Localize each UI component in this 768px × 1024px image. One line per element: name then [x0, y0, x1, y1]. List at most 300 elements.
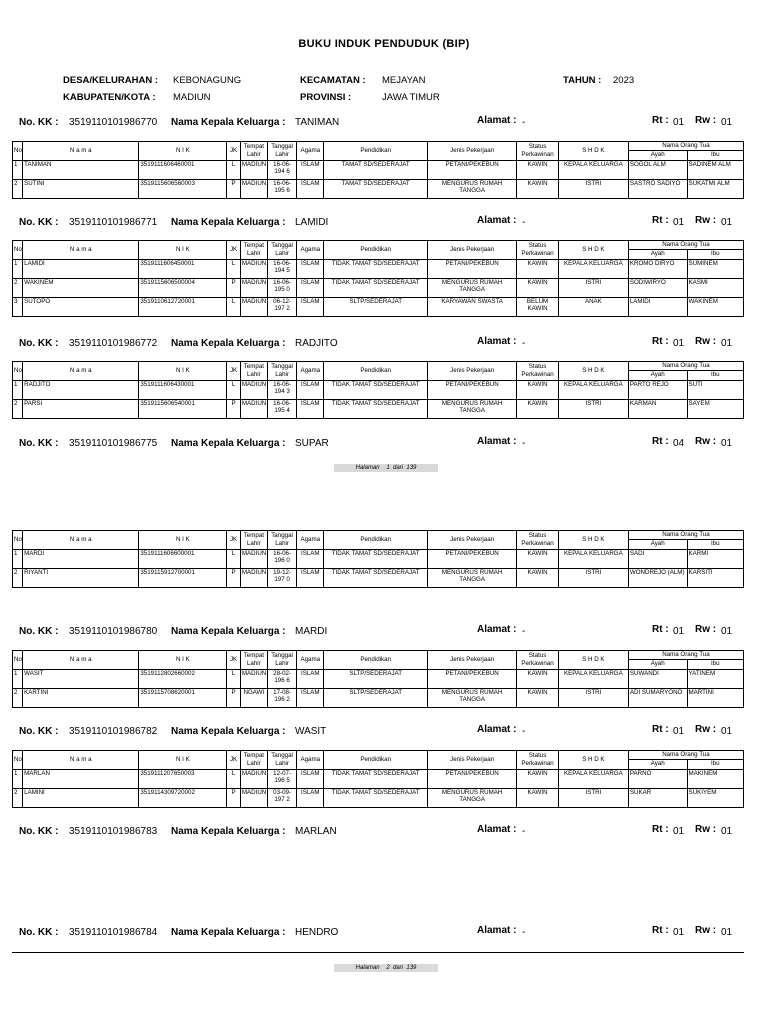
table-cell: 3	[13, 297, 23, 316]
table-cell: KARMAN	[628, 399, 687, 418]
table-cell: TAMAT SD/SEDERAJAT	[324, 160, 428, 179]
family-member-table	[12, 141, 744, 199]
col-shdk: S H D K	[558, 362, 628, 381]
table-row	[13, 297, 744, 316]
alamat-value: -	[522, 726, 526, 737]
col-nama: N a m a	[23, 651, 139, 670]
table-cell: P	[227, 688, 241, 707]
table-cell: 28-02-196 6	[267, 669, 296, 688]
col-agama: Agama	[297, 651, 324, 670]
prov-row	[300, 92, 440, 103]
table-row	[13, 669, 744, 688]
rw-value: 01	[721, 726, 733, 737]
page-number: 1	[386, 465, 390, 471]
kk-header	[19, 726, 739, 740]
kk-header	[19, 927, 739, 941]
page-label: Halaman	[355, 465, 380, 471]
rt-value: 01	[673, 117, 685, 128]
rt-label: Rt :	[652, 336, 669, 347]
col-shdk: S H D K	[558, 241, 628, 260]
table-cell: PETANI/PEKEBUN	[428, 380, 517, 399]
table-cell: 16-06-194 6	[267, 160, 296, 179]
col-tanggal-lahir: Tanggal Lahir	[267, 362, 296, 381]
table-cell: P	[227, 568, 241, 587]
col-ayah: Ayah	[628, 539, 687, 549]
col-nama: N a m a	[23, 241, 139, 260]
page-indicator-1	[334, 464, 438, 472]
family-member-table	[12, 750, 744, 808]
table-cell: NGAWI	[240, 688, 267, 707]
page-divider	[12, 952, 744, 953]
col-nik: N I K	[139, 362, 227, 381]
col-ayah: Ayah	[628, 249, 687, 259]
col-shdk: S H D K	[558, 142, 628, 161]
col-ayah: Ayah	[628, 150, 687, 160]
col-agama: Agama	[297, 531, 324, 550]
rw-label: Rw :	[695, 624, 717, 635]
table-cell: SODIWIRYO	[628, 278, 687, 297]
col-pendidikan: Pendidikan	[324, 651, 428, 670]
table-cell: 16-06-195 4	[267, 399, 296, 418]
table-cell: KEPALA KELUARGA	[558, 669, 628, 688]
rt-value: 01	[673, 927, 685, 938]
table-cell: L	[227, 669, 241, 688]
table-cell: TIDAK TAMAT SD/SEDERAJAT	[324, 788, 428, 807]
table-cell: KAWIN	[517, 688, 559, 707]
col-nik: N I K	[139, 751, 227, 770]
table-cell: MENGURUS RUMAH TANGGA	[428, 179, 517, 198]
tahun-row	[563, 75, 635, 86]
col-ibu: Ibu	[687, 659, 743, 669]
table-cell: ISLAM	[297, 568, 324, 587]
table-cell: 19-12-197 0	[267, 568, 296, 587]
col-tanggal-lahir: Tanggal Lahir	[267, 531, 296, 550]
col-tanggal-lahir: Tanggal Lahir	[267, 241, 296, 260]
rt-label: Rt :	[652, 624, 669, 635]
table-cell: MADIUN	[240, 278, 267, 297]
table-cell: MENGURUS RUMAH TANGGA	[428, 788, 517, 807]
col-agama: Agama	[297, 362, 324, 381]
col-pendidikan: Pendidikan	[324, 241, 428, 260]
table-cell: ISLAM	[297, 380, 324, 399]
col-pekerjaan: Jenis Pekerjaan	[428, 751, 517, 770]
page-of-label: dari	[393, 465, 404, 471]
table-cell: KARYAWAN SWASTA	[428, 297, 517, 316]
col-status: Status Perkawinan	[517, 531, 559, 550]
table-cell: KEPALA KELUARGA	[558, 380, 628, 399]
kk-number: 3519110101986782	[69, 726, 158, 737]
rw-value: 01	[721, 217, 733, 228]
table-cell: WAKINEM	[687, 297, 743, 316]
table-cell: PETANI/PEKEBUN	[428, 160, 517, 179]
table-cell: 3519115606500004	[139, 278, 227, 297]
col-tanggal-lahir: Tanggal Lahir	[267, 751, 296, 770]
col-pekerjaan: Jenis Pekerjaan	[428, 142, 517, 161]
col-pekerjaan: Jenis Pekerjaan	[428, 651, 517, 670]
rw-value: 01	[721, 626, 733, 637]
table-cell: 3519111606460001	[139, 160, 227, 179]
table-cell: KEPALA KELUARGA	[558, 160, 628, 179]
family-member-table	[12, 530, 744, 588]
col-nama: N a m a	[23, 142, 139, 161]
table-cell: 1	[13, 380, 23, 399]
alamat-value: -	[522, 217, 526, 228]
table-cell: MARDI	[23, 549, 139, 568]
rw-label: Rw :	[695, 824, 717, 835]
table-cell: P	[227, 179, 241, 198]
col-ibu: Ibu	[687, 150, 743, 160]
table-cell: SUWANDI	[628, 669, 687, 688]
table-cell: SOGOL ALM	[628, 160, 687, 179]
rw-label: Rw :	[695, 215, 717, 226]
table-row	[13, 278, 744, 297]
table-cell: KAWIN	[517, 160, 559, 179]
table-cell: PARSI	[23, 399, 139, 418]
table-cell: TIDAK TAMAT SD/SEDERAJAT	[324, 278, 428, 297]
table-cell: MAKINEM	[687, 769, 743, 788]
tahun-label: TAHUN :	[563, 75, 602, 86]
table-row	[13, 179, 744, 198]
col-nama: N a m a	[23, 751, 139, 770]
table-cell: 2	[13, 278, 23, 297]
col-jk: JK	[227, 531, 241, 550]
table-cell: SADI	[628, 549, 687, 568]
table-cell: 16-06-196 0	[267, 549, 296, 568]
table-cell: SLTP/SEDERAJAT	[324, 669, 428, 688]
table-cell: MENGURUS RUMAH TANGGA	[428, 568, 517, 587]
rw-value: 01	[721, 826, 733, 837]
kk-label: No. KK :	[19, 117, 59, 128]
kepala-label: Nama Kepala Keluarga :	[171, 726, 286, 737]
table-cell: MADIUN	[240, 769, 267, 788]
table-cell: TIDAK TAMAT SD/SEDERAJAT	[324, 259, 428, 278]
kk-header	[19, 438, 739, 452]
kk-number: 3519110101986780	[69, 626, 158, 637]
table-cell: TANIMAN	[23, 160, 139, 179]
table-cell: TIDAK TAMAT SD/SEDERAJAT	[324, 549, 428, 568]
col-jk: JK	[227, 751, 241, 770]
table-cell: KAWIN	[517, 399, 559, 418]
table-cell: 3519114309720002	[139, 788, 227, 807]
table-cell: ISLAM	[297, 297, 324, 316]
table-cell: PARTO REJO	[628, 380, 687, 399]
table-cell: MADIUN	[240, 568, 267, 587]
table-cell: ISLAM	[297, 259, 324, 278]
col-no: No	[13, 751, 23, 770]
table-cell: KARMI	[687, 549, 743, 568]
col-tempat-lahir: Tempat Lahir	[240, 531, 267, 550]
table-cell: 1	[13, 549, 23, 568]
table-cell: KAWIN	[517, 259, 559, 278]
table-cell: 3519111606600001	[139, 549, 227, 568]
table-cell: 16-06-195 0	[267, 278, 296, 297]
kk-label: No. KK :	[19, 626, 59, 637]
desa-label: DESA/KELURAHAN :	[63, 75, 158, 86]
desa-value: KEBONAGUNG	[173, 75, 242, 86]
table-cell: KARSITI	[687, 568, 743, 587]
col-tempat-lahir: Tempat Lahir	[240, 651, 267, 670]
col-status: Status Perkawinan	[517, 142, 559, 161]
alamat-value: -	[522, 438, 526, 449]
table-cell: PETANI/PEKEBUN	[428, 549, 517, 568]
col-agama: Agama	[297, 751, 324, 770]
table-cell: KEPALA KELUARGA	[558, 549, 628, 568]
col-nik: N I K	[139, 651, 227, 670]
table-cell: KAWIN	[517, 568, 559, 587]
table-cell: 2	[13, 788, 23, 807]
table-cell: P	[227, 399, 241, 418]
family-member-table	[12, 240, 744, 317]
table-cell: 17-08-196 2	[267, 688, 296, 707]
table-cell: ISTRI	[558, 688, 628, 707]
table-cell: MADIUN	[240, 160, 267, 179]
page-label: Halaman	[355, 965, 380, 971]
table-cell: 3519115606560003	[139, 179, 227, 198]
table-row	[13, 688, 744, 707]
rw-value: 01	[721, 117, 733, 128]
desa-row	[63, 75, 242, 86]
kk-label: No. KK :	[19, 726, 59, 737]
table-cell: KAWIN	[517, 549, 559, 568]
table-cell: KARTINI	[23, 688, 139, 707]
col-shdk: S H D K	[558, 651, 628, 670]
table-cell: YATINEM	[687, 669, 743, 688]
table-cell: WASIT	[23, 669, 139, 688]
table-cell: WONDREJO (ALM)	[628, 568, 687, 587]
kepala-name: WASIT	[295, 726, 327, 737]
table-cell: BELUM KAWIN	[517, 297, 559, 316]
table-cell: 3519111606450001	[139, 259, 227, 278]
col-pekerjaan: Jenis Pekerjaan	[428, 531, 517, 550]
rw-label: Rw :	[695, 336, 717, 347]
col-orang-tua: Nama Orang Tua	[628, 751, 743, 760]
table-cell: MARTINI	[687, 688, 743, 707]
rt-value: 01	[673, 217, 685, 228]
kec-label: KECAMATAN :	[300, 75, 366, 86]
table-cell: L	[227, 160, 241, 179]
table-cell: MADIUN	[240, 259, 267, 278]
table-cell: MADIUN	[240, 549, 267, 568]
col-tempat-lahir: Tempat Lahir	[240, 142, 267, 161]
table-cell: 2	[13, 179, 23, 198]
table-cell: 03-09-197 2	[267, 788, 296, 807]
kepala-label: Nama Kepala Keluarga :	[171, 826, 286, 837]
table-row	[13, 788, 744, 807]
table-row	[13, 160, 744, 179]
col-pendidikan: Pendidikan	[324, 362, 428, 381]
col-nama: N a m a	[23, 531, 139, 550]
alamat-label: Alamat :	[477, 115, 517, 126]
kec-value: MEJAYAN	[382, 75, 426, 86]
table-cell: L	[227, 769, 241, 788]
document-title: BUKU INDUK PENDUDUK (BIP)	[298, 38, 470, 50]
table-cell: SUMINEM	[687, 259, 743, 278]
kk-label: No. KK :	[19, 826, 59, 837]
col-pekerjaan: Jenis Pekerjaan	[428, 241, 517, 260]
table-cell: ISTRI	[558, 788, 628, 807]
rt-label: Rt :	[652, 215, 669, 226]
table-cell: 1	[13, 160, 23, 179]
table-cell: L	[227, 297, 241, 316]
table-cell: SUTI	[687, 380, 743, 399]
rw-label: Rw :	[695, 436, 717, 447]
table-cell: 2	[13, 688, 23, 707]
col-tempat-lahir: Tempat Lahir	[240, 751, 267, 770]
col-orang-tua: Nama Orang Tua	[628, 531, 743, 540]
col-no: No	[13, 651, 23, 670]
kk-header	[19, 217, 739, 231]
table-cell: LAMINI	[23, 788, 139, 807]
table-cell: SLTP/SEDERAJAT	[324, 297, 428, 316]
alamat-label: Alamat :	[477, 215, 517, 226]
table-cell: MADIUN	[240, 297, 267, 316]
table-cell: SUKATMI ALM	[687, 179, 743, 198]
table-cell: 3519112802660002	[139, 669, 227, 688]
table-cell: PARNO	[628, 769, 687, 788]
table-cell: L	[227, 259, 241, 278]
table-cell: ADI SUMARYONO	[628, 688, 687, 707]
table-cell: 1	[13, 669, 23, 688]
page-indicator-2	[334, 964, 438, 972]
table-cell: MADIUN	[240, 399, 267, 418]
kk-header	[19, 338, 739, 352]
col-ibu: Ibu	[687, 539, 743, 549]
col-no: No	[13, 531, 23, 550]
alamat-label: Alamat :	[477, 824, 517, 835]
col-agama: Agama	[297, 241, 324, 260]
kepala-name: LAMIDI	[295, 217, 329, 228]
table-cell: ISLAM	[297, 179, 324, 198]
col-ayah: Ayah	[628, 759, 687, 769]
kk-label: No. KK :	[19, 217, 59, 228]
family-member-table	[12, 650, 744, 708]
col-status: Status Perkawinan	[517, 241, 559, 260]
table-cell: 16-06-195 6	[267, 179, 296, 198]
table-cell: TIDAK TAMAT SD/SEDERAJAT	[324, 769, 428, 788]
col-status: Status Perkawinan	[517, 651, 559, 670]
table-cell: 3519111606430001	[139, 380, 227, 399]
table-cell: ISLAM	[297, 788, 324, 807]
table-cell: MADIUN	[240, 669, 267, 688]
kab-label: KABUPATEN/KOTA :	[63, 92, 156, 103]
tahun-value: 2023	[613, 75, 635, 86]
kepala-name: HENDRO	[295, 927, 339, 938]
table-cell: KAWIN	[517, 788, 559, 807]
table-cell: 06-12-197 2	[267, 297, 296, 316]
kk-number: 3519110101986771	[69, 217, 158, 228]
table-cell: MADIUN	[240, 788, 267, 807]
rw-value: 01	[721, 338, 733, 349]
kepala-name: TANIMAN	[295, 117, 340, 128]
table-cell: ISTRI	[558, 399, 628, 418]
col-ayah: Ayah	[628, 370, 687, 380]
table-cell: SUTINI	[23, 179, 139, 198]
table-cell: 16-06-194 5	[267, 259, 296, 278]
rt-label: Rt :	[652, 824, 669, 835]
rt-label: Rt :	[652, 115, 669, 126]
rw-label: Rw :	[695, 115, 717, 126]
col-ibu: Ibu	[687, 759, 743, 769]
table-cell: ISLAM	[297, 160, 324, 179]
kk-header	[19, 117, 739, 131]
rt-value: 04	[673, 438, 685, 449]
table-row	[13, 769, 744, 788]
table-cell: TAMAT SD/SEDERAJAT	[324, 179, 428, 198]
table-row	[13, 549, 744, 568]
alamat-label: Alamat :	[477, 336, 517, 347]
table-cell: SAYEM	[687, 399, 743, 418]
col-jk: JK	[227, 142, 241, 161]
table-cell: LAMIDI	[23, 259, 139, 278]
col-shdk: S H D K	[558, 531, 628, 550]
rt-label: Rt :	[652, 925, 669, 936]
rw-label: Rw :	[695, 925, 717, 936]
table-cell: PETANI/PEKEBUN	[428, 669, 517, 688]
kab-value: MADIUN	[173, 92, 211, 103]
col-tanggal-lahir: Tanggal Lahir	[267, 651, 296, 670]
kk-number: 3519110101986784	[69, 927, 158, 938]
col-jk: JK	[227, 241, 241, 260]
table-cell: 3519115606540001	[139, 399, 227, 418]
table-cell: TIDAK TAMAT SD/SEDERAJAT	[324, 380, 428, 399]
col-no: No	[13, 241, 23, 260]
table-cell: KEPALA KELUARGA	[558, 259, 628, 278]
col-nik: N I K	[139, 241, 227, 260]
table-cell: KAWIN	[517, 769, 559, 788]
table-cell: 3519110612720001	[139, 297, 227, 316]
col-pendidikan: Pendidikan	[324, 531, 428, 550]
table-cell: MENGURUS RUMAH TANGGA	[428, 278, 517, 297]
table-cell: SUKIYEM	[687, 788, 743, 807]
page-number: 2	[386, 965, 390, 971]
kepala-name: MARLAN	[295, 826, 337, 837]
table-cell: RADJITO	[23, 380, 139, 399]
table-cell: P	[227, 278, 241, 297]
table-cell: 2	[13, 399, 23, 418]
kepala-label: Nama Kepala Keluarga :	[171, 117, 286, 128]
table-cell: P	[227, 788, 241, 807]
rt-label: Rt :	[652, 724, 669, 735]
page-total: 139	[406, 465, 417, 471]
rw-value: 01	[721, 438, 733, 449]
table-cell: WAKINEM	[23, 278, 139, 297]
col-pendidikan: Pendidikan	[324, 751, 428, 770]
prov-value: JAWA TIMUR	[382, 92, 440, 103]
rt-value: 01	[673, 826, 685, 837]
table-cell: PETANI/PEKEBUN	[428, 769, 517, 788]
kk-number: 3519110101986770	[69, 117, 158, 128]
rt-value: 01	[673, 338, 685, 349]
kk-label: No. KK :	[19, 927, 59, 938]
table-cell: SADINEM ALM	[687, 160, 743, 179]
alamat-label: Alamat :	[477, 624, 517, 635]
table-cell: 16-06-194 3	[267, 380, 296, 399]
table-cell: TIDAK TAMAT SD/SEDERAJAT	[324, 399, 428, 418]
table-cell: SUTOPO	[23, 297, 139, 316]
kepala-label: Nama Kepala Keluarga :	[171, 338, 286, 349]
alamat-label: Alamat :	[477, 436, 517, 447]
table-row	[13, 259, 744, 278]
rt-label: Rt :	[652, 436, 669, 447]
table-cell: SASTRO SADIYO	[628, 179, 687, 198]
col-status: Status Perkawinan	[517, 362, 559, 381]
alamat-label: Alamat :	[477, 925, 517, 936]
prov-label: PROVINSI :	[300, 92, 352, 103]
table-cell: ISLAM	[297, 278, 324, 297]
kepala-name: MARDI	[295, 626, 328, 637]
table-row	[13, 380, 744, 399]
alamat-value: -	[522, 826, 526, 837]
